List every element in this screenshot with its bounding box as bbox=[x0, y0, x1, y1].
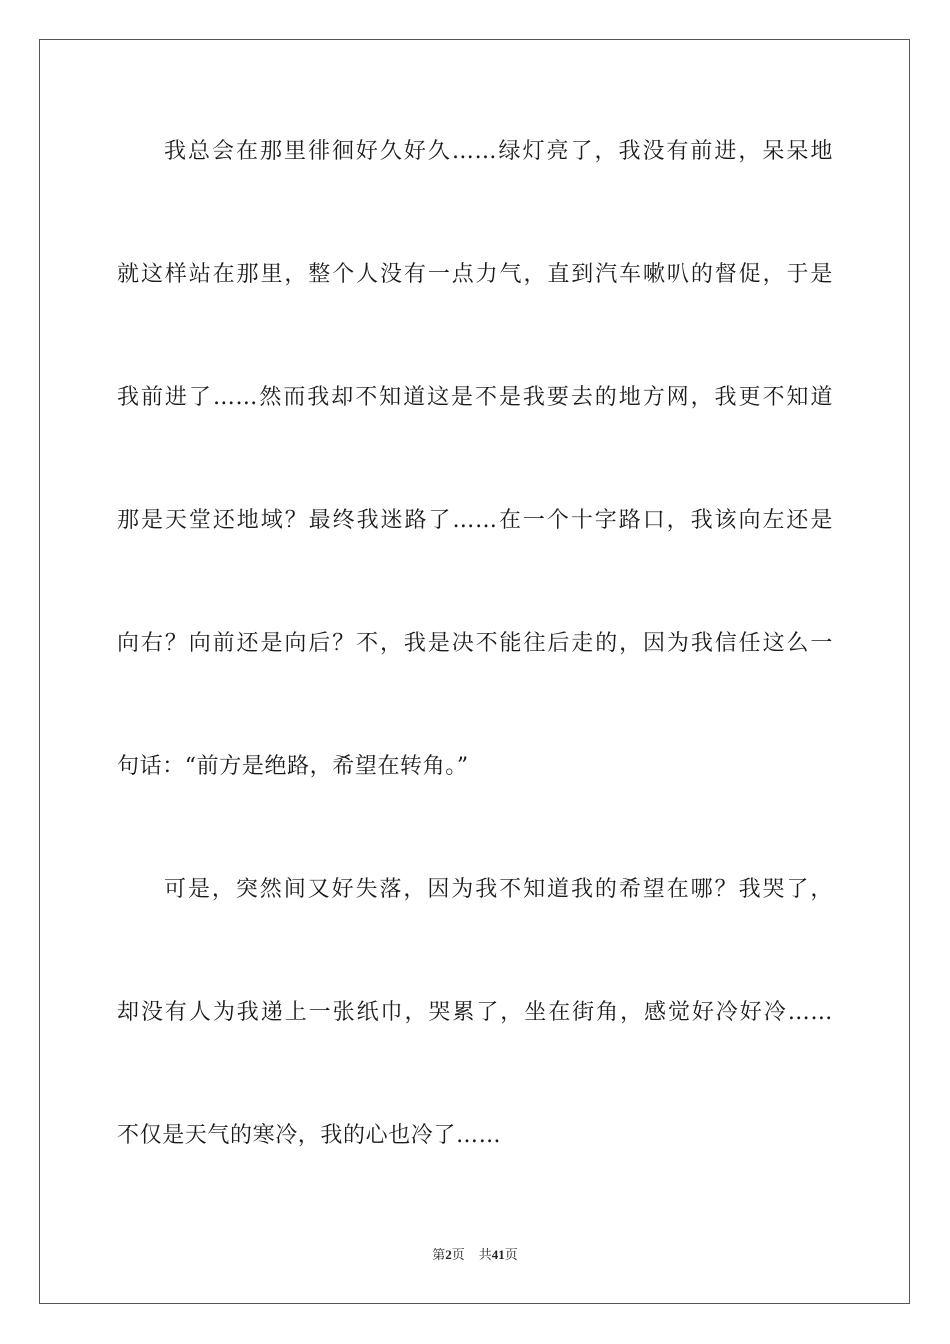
paragraph-line: 不仅是天气的寒冷，我的心也冷了…… bbox=[117, 1123, 502, 1148]
paragraph-line: 就这样站在那里，整个人没有一点力气，直到汽车嗽叭的督促，于是 bbox=[117, 262, 833, 287]
paragraph-line: 句话：“前方是绝路，希望在转角。” bbox=[117, 754, 469, 779]
paragraph-line: 可是，突然间又好失落，因为我不知道我的希望在哪？我哭了， bbox=[164, 877, 833, 902]
paragraph-line: 我总会在那里徘徊好久好久……绿灯亮了，我没有前进，呆呆地 bbox=[164, 139, 833, 164]
paragraph-line: 却没有人为我递上一张纸巾，哭累了，坐在街角，感觉好冷好冷…… bbox=[117, 1000, 833, 1025]
page-footer bbox=[0, 1246, 950, 1264]
paragraph-line: 向右？向前还是向后？不，我是决不能往后走的，因为我信任这么一 bbox=[117, 631, 833, 656]
paragraph-line: 我前进了……然而我却不知道这是不是我要去的地方网，我更不知道 bbox=[117, 385, 833, 410]
page-suffix: 页 bbox=[451, 1247, 465, 1262]
total-suffix: 页 bbox=[504, 1247, 518, 1262]
page-border bbox=[39, 39, 910, 1304]
page-prefix: 第 bbox=[432, 1247, 446, 1262]
page-number: 2 bbox=[445, 1247, 452, 1262]
total-pages: 41 bbox=[491, 1247, 505, 1262]
paragraph-line: 那是天堂还地域？最终我迷路了……在一个十字路口，我该向左还是 bbox=[117, 508, 833, 533]
total-prefix: 共 bbox=[478, 1247, 492, 1262]
